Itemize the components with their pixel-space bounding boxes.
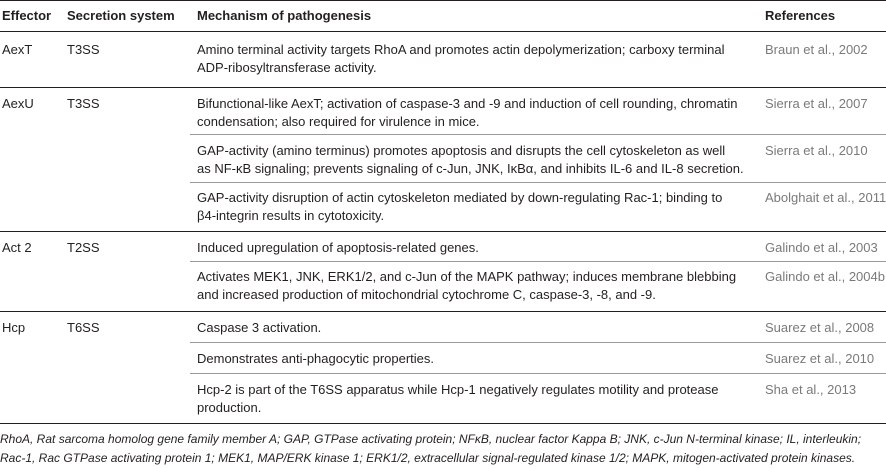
row-mechanism-line: GAP-activity disruption of actin cytoskeleton mediated by down-regulating Rac-1; binding to <box>197 190 723 205</box>
row-effector: AexU <box>2 96 34 111</box>
row-secretion: T3SS <box>67 42 100 57</box>
row-mechanism-line: GAP-activity (amino terminus) promotes apoptosis and disrupts the cell cytoskeleton as well <box>197 143 726 158</box>
row-reference: Braun et al., 2002 <box>765 42 868 57</box>
group-rule <box>0 311 886 312</box>
row-secretion: T6SS <box>67 320 100 335</box>
header-secretion-system: Secretion system <box>67 8 175 23</box>
row-mechanism-line: condensation; also required for virulence in mice. <box>197 114 480 129</box>
row-mechanism-line: Induced upregulation of apoptosis-related genes. <box>197 240 479 255</box>
header-references: References <box>765 8 836 23</box>
header-rule <box>0 31 886 32</box>
group-rule <box>0 231 886 232</box>
row-reference: Abolghait et al., 2011 <box>765 190 886 205</box>
row-mechanism-line: Bifunctional-like AexT; activation of caspase-3 and -9 and induction of cell rounding, chromatin <box>197 96 738 111</box>
row-reference: Suarez et al., 2010 <box>765 351 875 366</box>
row-reference: Sierra et al., 2010 <box>765 143 868 158</box>
row-mechanism-line: as NF-κB signaling; prevents signaling of c-Jun, JNK, IκBα, and inhibits IL-6 and IL-8 secretion. <box>197 161 744 176</box>
row-mechanism-line: Demonstrates anti-phagocytic properties. <box>197 351 435 366</box>
sub-rule <box>190 261 886 262</box>
row-reference: Suarez et al., 2008 <box>765 320 875 335</box>
row-mechanism-line: Caspase 3 activation. <box>197 320 322 335</box>
group-rule <box>0 87 886 88</box>
row-secretion: T2SS <box>67 240 100 255</box>
row-effector: Act 2 <box>2 240 32 255</box>
table-top-rule <box>0 0 886 1</box>
table-bottom-rule <box>0 423 886 424</box>
sub-rule <box>190 182 886 183</box>
row-mechanism-line: Activates MEK1, JNK, ERK1/2, and c-Jun of the MAPK pathway; induces membrane blebbing <box>197 269 737 284</box>
footnote-line: Rac-1, Rac GTPase activating protein 1; MEK1, MAP/ERK kinase 1; ERK1/2, extracellular signal-regulated kinase 1/2; MAPK, mitogen-activated protein kinases. <box>0 451 856 465</box>
row-mechanism-line: production. <box>197 400 262 415</box>
row-reference: Galindo et al., 2003 <box>765 240 878 255</box>
header-mechanism: Mechanism of pathogenesis <box>197 8 372 23</box>
sub-rule <box>190 342 886 343</box>
sub-rule <box>190 373 886 374</box>
row-effector: Hcp <box>2 320 26 335</box>
row-reference: Sha et al., 2013 <box>765 382 857 397</box>
sub-rule <box>190 134 886 135</box>
row-mechanism-line: and increased production of mitochondrial cytochrome C, caspase-3, -8, and -9. <box>197 287 656 302</box>
row-effector: AexT <box>2 42 33 57</box>
row-mechanism-line: β4-integrin results in cytotoxicity. <box>197 208 385 223</box>
row-reference: Galindo et al., 2004b <box>765 269 885 284</box>
row-mechanism-line: Hcp-2 is part of the T6SS apparatus while Hcp-1 negatively regulates motility and protease <box>197 382 719 397</box>
footnote-line: RhoA, Rat sarcoma homolog gene family member A; GAP, GTPase activating protein; NFκB, nuclear factor Kappa B; JNK, c-Jun N-terminal kinase; IL, interleukin; <box>0 432 862 446</box>
row-reference: Sierra et al., 2007 <box>765 96 868 111</box>
row-mechanism-line: ADP-ribosyltransferase activity. <box>197 60 377 75</box>
header-effector: Effector <box>2 8 52 23</box>
row-mechanism-line: Amino terminal activity targets RhoA and promotes actin depolymerization; carboxy terminal <box>197 42 725 57</box>
row-secretion: T3SS <box>67 96 100 111</box>
